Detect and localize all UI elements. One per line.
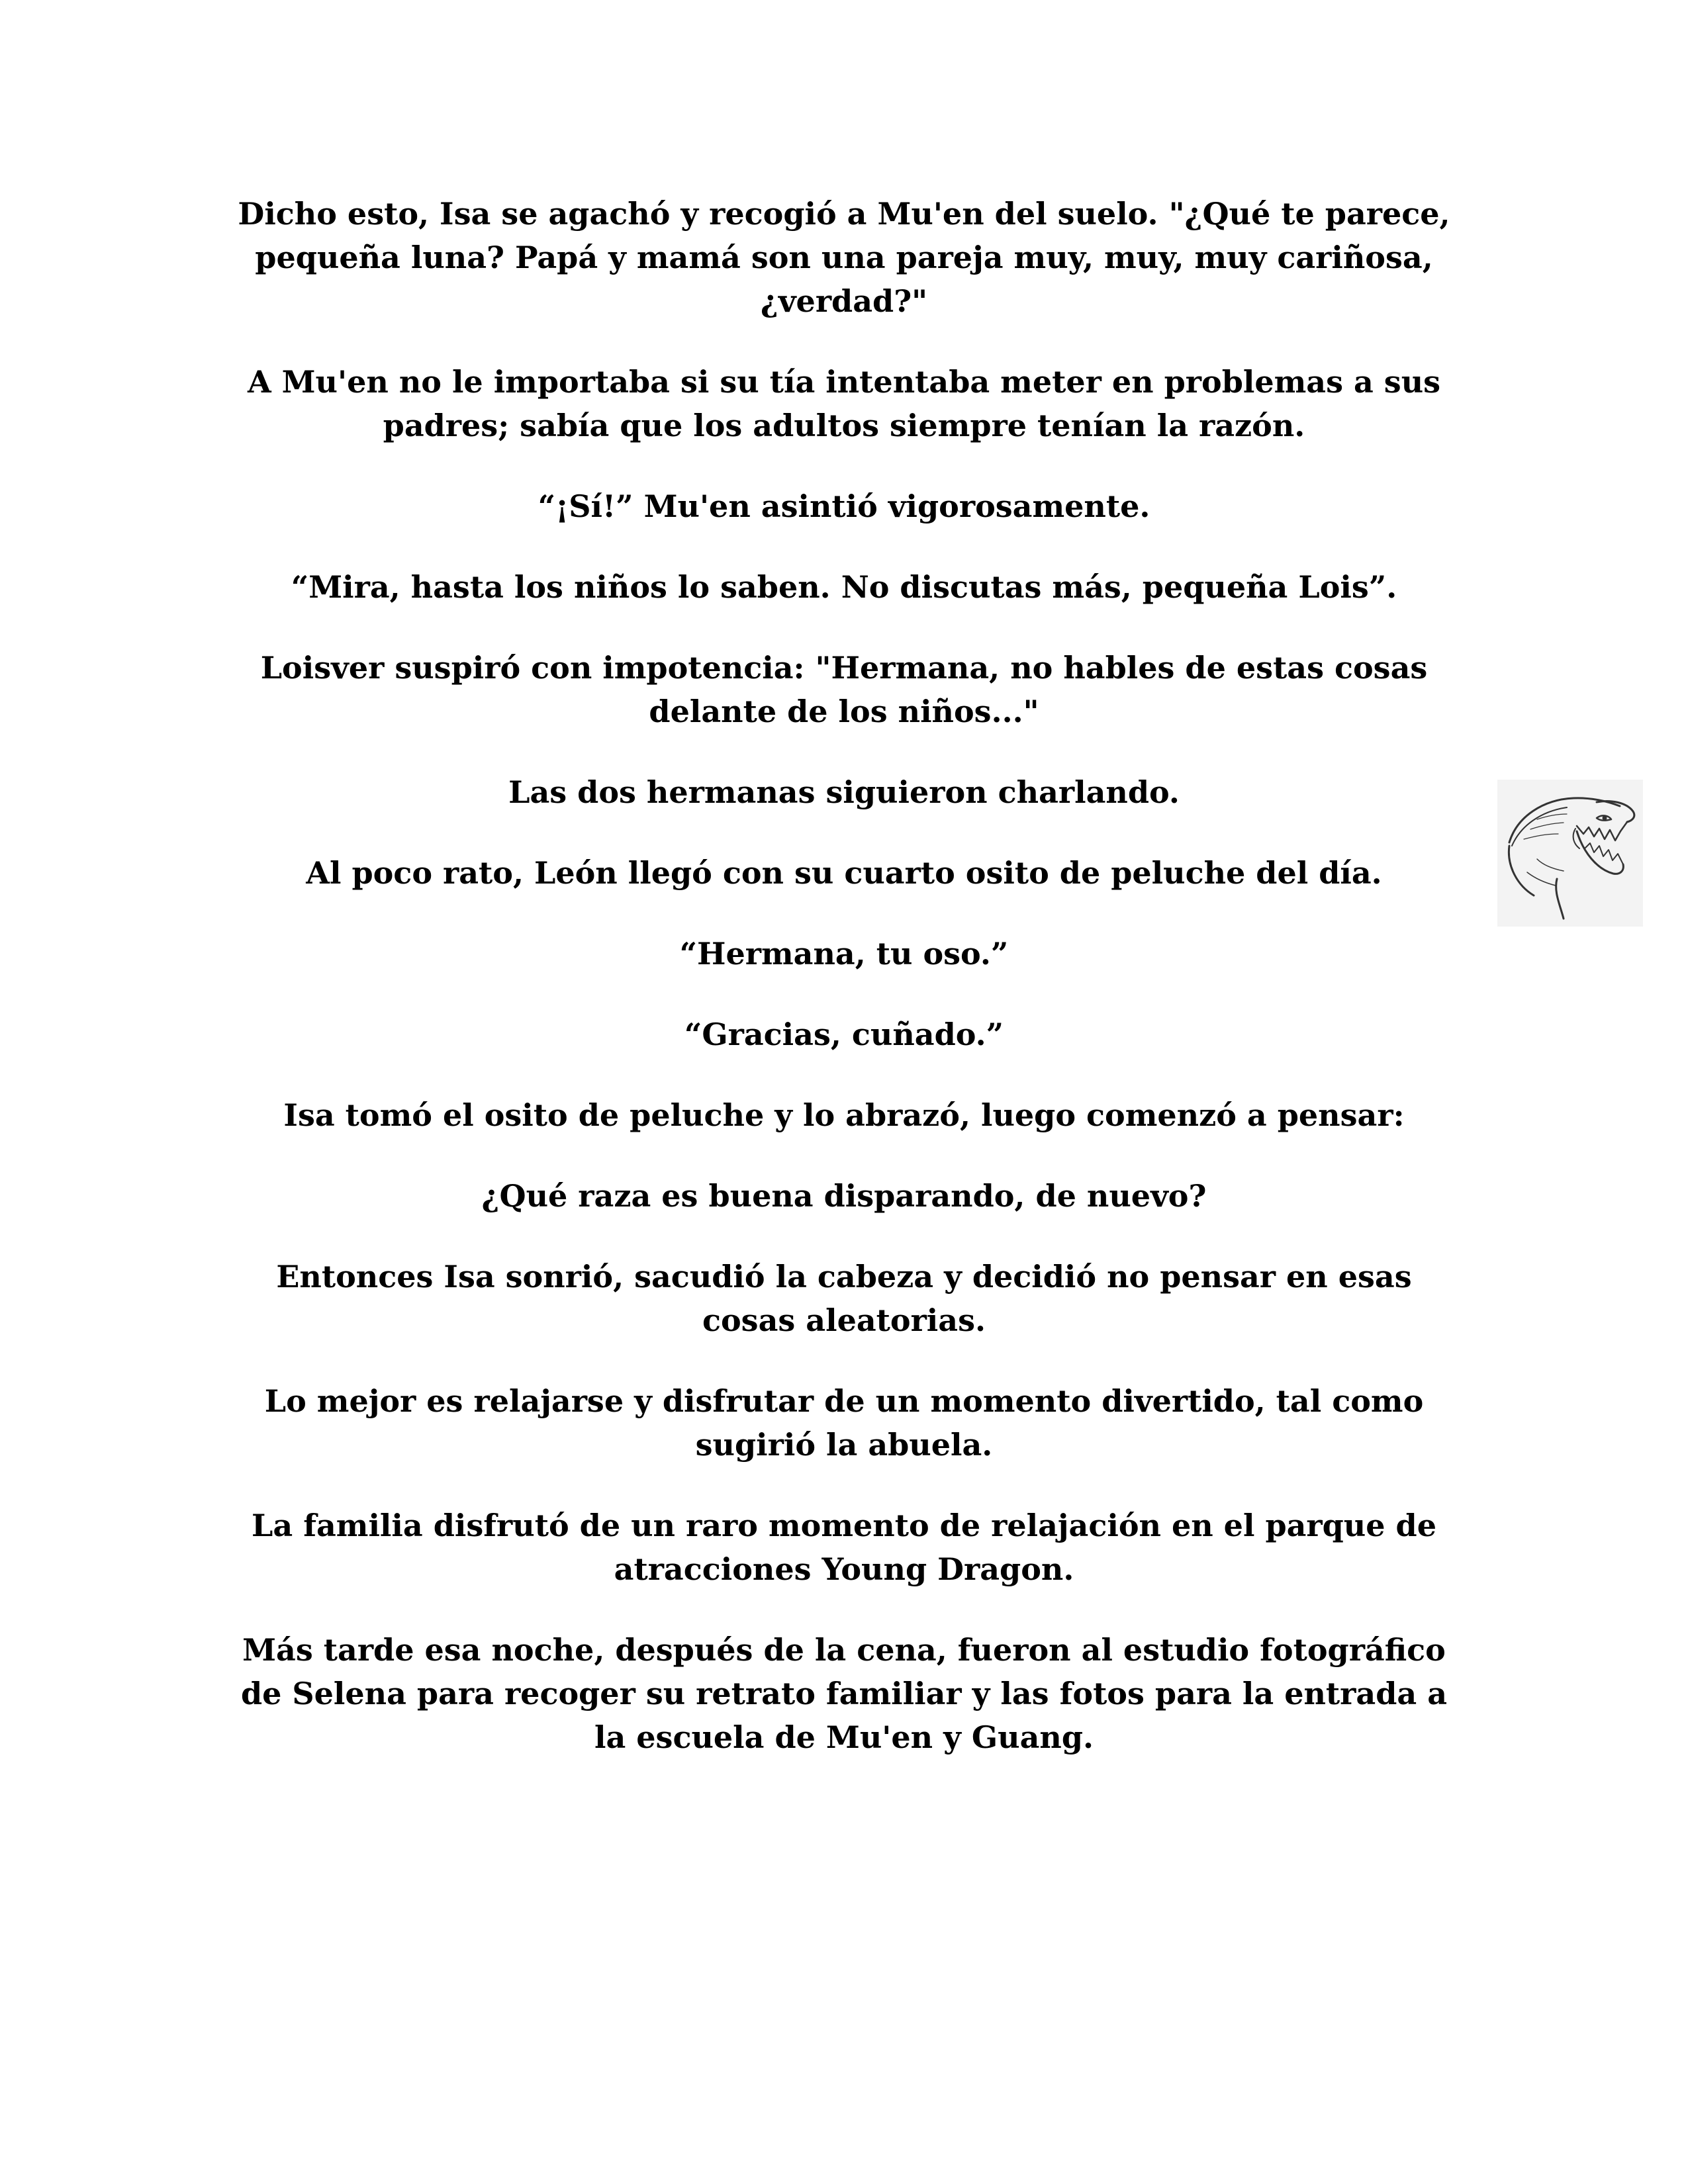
paragraph-8: “Hermana, tu oso.” — [679, 936, 1009, 972]
paragraph-6: Las dos hermanas siguieron charlando. — [508, 774, 1180, 810]
paragraph-7: Al poco rato, León llegó con su cuarto osito de peluche del día. — [306, 855, 1382, 891]
paragraph-2: A Mu'en no le importaba si su tía intentaba meter en problemas a sus padres; sabía que los adultos siempre tenían la razón. — [247, 364, 1441, 443]
paragraph-12: Entonces Isa sonrió, sacudió la cabeza y decidió no pensar en esas cosas aleatorias. — [276, 1259, 1412, 1338]
paragraph-4: “Mira, hasta los niños lo saben. No discutas más, pequeña Lois”. — [291, 569, 1397, 605]
paragraph-11: ¿Qué raza es buena disparando, de nuevo? — [481, 1178, 1207, 1214]
paragraph-5: Loisver suspiró con impotencia: "Hermana, no hables de estas cosas delante de los niños..." — [260, 650, 1428, 729]
story-text — [225, 192, 1463, 1796]
paragraph-13: Lo mejor es relajarse y disfrutar de un momento divertido, tal como sugirió la abuela. — [264, 1383, 1424, 1463]
paragraph-10: Isa tomó el osito de peluche y lo abrazó, luego comenzó a pensar: — [283, 1097, 1405, 1133]
paragraph-1: Dicho esto, Isa se agachó y recogió a Mu'en del suelo. "¿Qué te parece, pequeña luna? Papá y mamá son una pareja muy, muy, muy cariñosa, ¿verdad?" — [238, 196, 1450, 319]
paragraph-3: “¡Sí!” Mu'en asintió vigorosamente. — [538, 488, 1150, 524]
dinosaur-sketch-icon — [1497, 780, 1643, 927]
paragraph-9: “Gracias, cuñado.” — [684, 1017, 1004, 1052]
paragraph-14: La familia disfrutó de un raro momento de relajación en el parque de atracciones Young Dragon. — [252, 1508, 1436, 1587]
paragraph-15: Más tarde esa noche, después de la cena, fueron al estudio fotográfico de Selena para recoger su retrato familiar y las fotos para la entrada a la escuela de Mu'en y Guang. — [240, 1632, 1448, 1755]
